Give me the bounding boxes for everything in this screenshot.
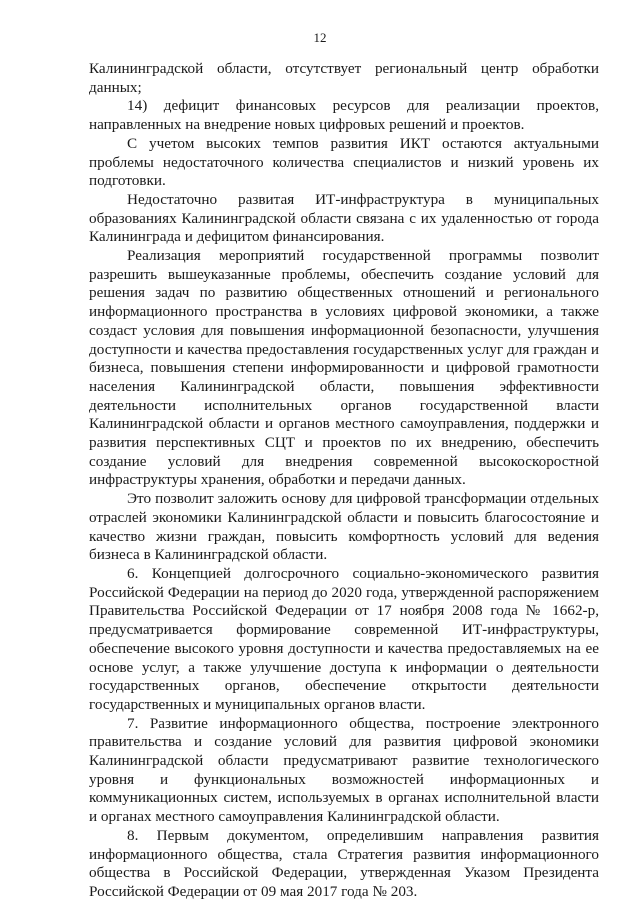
paragraph-continuation: Калининградской области, отсутствует региональный центр обработки данных;	[89, 60, 599, 96]
paragraph-section-8: 8. Первым документом, определившим направления развития информационного общества, стала Стратегия развития информационного общества в Российской Федерации, утвержденная Указом Президента Российской Федерации от 09 мая 2017 года № 203.	[89, 826, 599, 900]
paragraph-section-7: 7. Развитие информационного общества, построение электронного правительства и создание условий для развития цифровой экономики Калининградской области предусматривают развитие технологического уровня и функциональных возможностей информационных и коммуникационных систем, используемых в органах исполнительной власти и органах местного самоуправления Калининградской области.	[89, 714, 599, 826]
document-body	[89, 60, 599, 902]
paragraph-item-14: 14) дефицит финансовых ресурсов для реализации проектов, направленных на внедрение новых цифровых решений и проектов.	[89, 97, 599, 134]
paragraph-it-infrastructure: Недостаточно развитая ИТ-инфраструктура в муниципальных образованиях Калининградской области связана с их удаленностью от города Калининграда и дефицитом финансирования.	[89, 190, 599, 246]
paragraph-program-implementation: Реализация мероприятий государственной программы позволит разрешить вышеуказанные проблемы, обеспечить создание условий для решения задач по развитию общественных отношений и регионального информационного пространства в условиях цифровой экономики, а также создаст условия для повышения информационной безопасности, улучшения доступности и качества предоставления государственных услуг для граждан и бизнеса, повышения степени информированности и цифровой грамотности населения Калининградской области, повышения эффективности деятельности исполнительных органов государственной власти Калининградской области и органов местного самоуправления, поддержки и развития перспективных СЦТ и проектов по их внедрению, обеспечить создание условий для внедрения современной высокоскоростной инфраструктуры хранения, обработки и передачи данных.	[89, 247, 599, 489]
paragraph-ict-specialists: С учетом высоких темпов развития ИКТ остаются актуальными проблемы недостаточного количества специалистов и низкий уровень их подготовки.	[89, 134, 599, 190]
paragraph-digital-transformation: Это позволит заложить основу для цифровой трансформации отдельных отраслей экономики Калининградской области и повысить благосостояние и качество жизни граждан, повысить комфортность условий для ведения бизнеса в Калининградской области.	[89, 490, 599, 564]
page-number: 12	[313, 30, 327, 45]
paragraph-section-6: 6. Концепцией долгосрочного социально-экономического развития Российской Федерации на период до 2020 года, утвержденной распоряжением Правительства Российской Федерации от 17 ноября 2008 года № 1662-р, предусматривается формирование современной ИТ-инфраструктуры, обеспечение высокого уровня доступности и качества предоставляемых на ее основе услуг, а также улучшение доступа к информации о деятельности государственных органов, обеспечение открытости деятельности государственных и муниципальных органов власти.	[89, 564, 599, 713]
